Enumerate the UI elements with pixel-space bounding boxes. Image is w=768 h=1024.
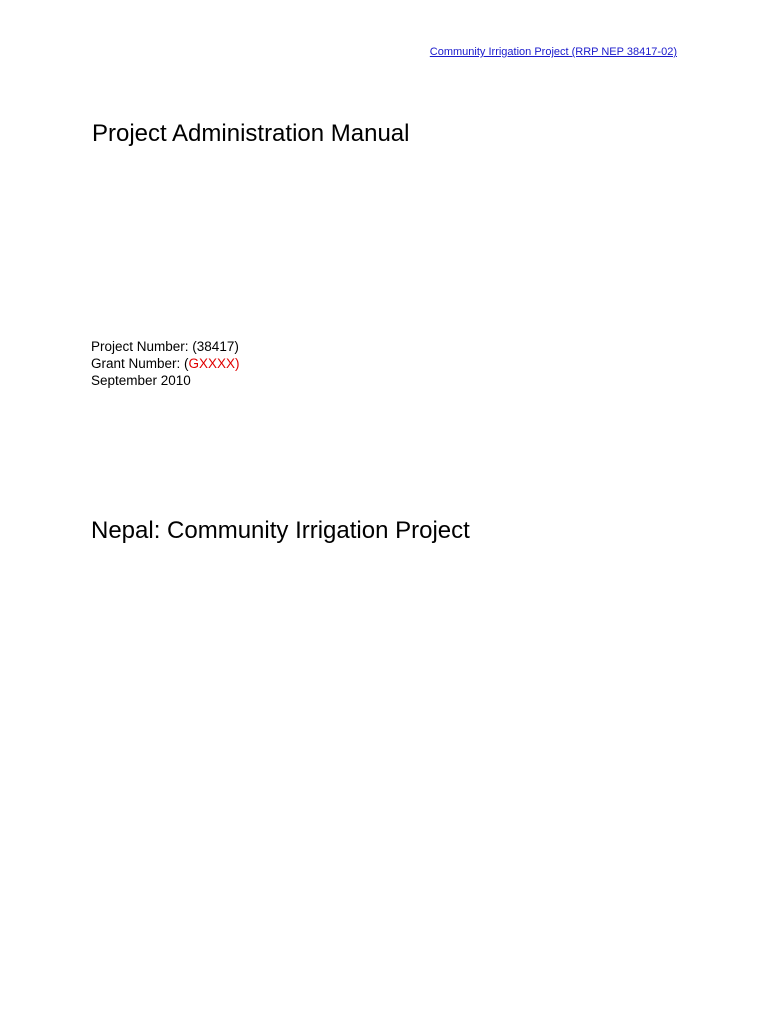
project-meta bbox=[91, 338, 240, 389]
header-reference-link[interactable]: Community Irrigation Project (RRP NEP 38417-02) bbox=[429, 46, 677, 58]
page-title: Project Administration Manual bbox=[92, 120, 410, 147]
project-number-line bbox=[91, 338, 240, 355]
grant-number-label: Grant Number: bbox=[91, 356, 185, 371]
project-title: Nepal: Community Irrigation Project bbox=[91, 517, 470, 544]
grant-number-open-paren: ( bbox=[184, 356, 189, 371]
grant-number-line bbox=[91, 355, 240, 372]
project-number-label: Project Number: bbox=[91, 339, 193, 354]
document-date: September 2010 bbox=[91, 373, 191, 388]
grant-number-value: GXXXX) bbox=[188, 356, 240, 371]
project-number-value: (38417) bbox=[192, 339, 239, 354]
